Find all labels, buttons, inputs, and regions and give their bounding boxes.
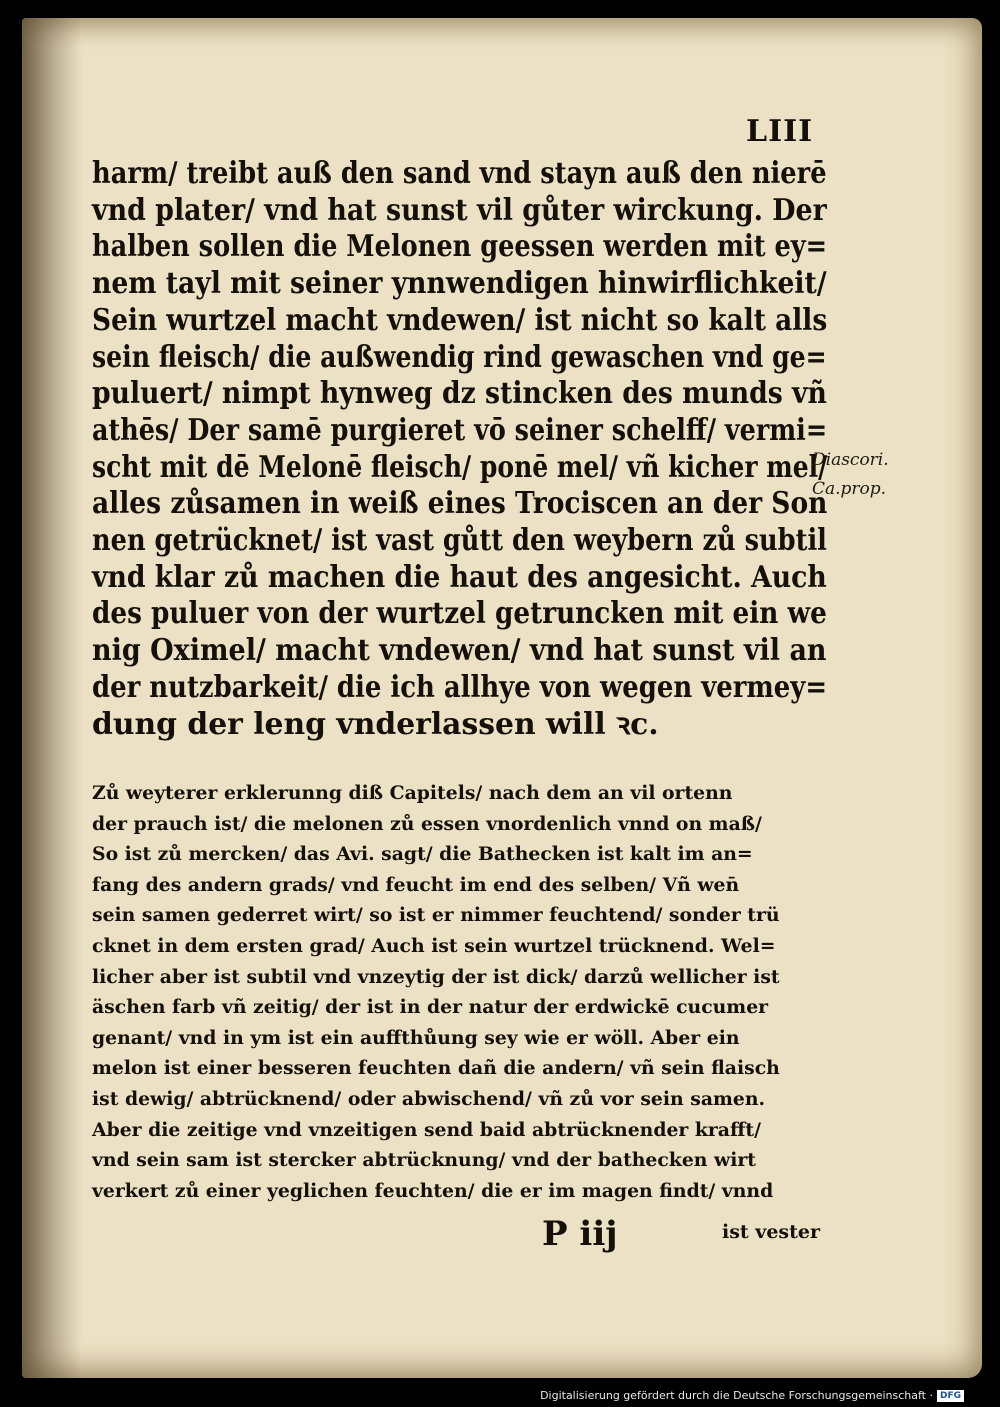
dfg-logo: DFG: [937, 1390, 964, 1402]
commentary-line: Aber die zeitige vnd vnzeitigen send baid abtrücknender krafft/: [92, 1118, 761, 1141]
main-text-line: nen getrücknet/ ist vast gůtt den weybern zů subtil: [92, 523, 827, 559]
commentary-line: melon ist einer besseren feuchten dañ die andern/ vñ sein flaisch: [92, 1057, 780, 1080]
main-text-line: athēs/ Der samē purgieret vō seiner schelff/ vermi=: [92, 412, 828, 448]
commentary-block: [88, 778, 838, 1206]
main-text-line: puluert/ nimpt hynweg dz stincken des munds vñ: [92, 376, 827, 412]
marginal-note: [812, 446, 889, 504]
credit-text: Digitalisierung gefördert durch die Deutsche Forschungsgemeinschaft ·: [540, 1389, 933, 1402]
book-page: [22, 18, 982, 1378]
signature-mark: P iij: [542, 1214, 618, 1254]
main-text-line: nem tayl mit seiner ynnwendigen hinwirflichkeit/: [92, 266, 827, 302]
marginal-note-line: Diascori.: [812, 450, 889, 470]
commentary-line: äschen farb vñ zeitig/ der ist in der natur der erdwickē cucumer: [92, 996, 769, 1019]
commentary-line: sein samen gederret wirt/ so ist er nimmer feuchtend/ sonder trü: [92, 904, 780, 927]
main-text-line: halben sollen die Melonen geessen werden mit ey=: [92, 229, 828, 265]
main-text-line: nig Oximel/ macht vndewen/ vnd hat sunst vil an: [92, 633, 827, 669]
commentary-line: cknet in dem ersten grad/ Auch ist sein wurtzel trücknend. Wel=: [92, 934, 776, 957]
main-text-line: Sein wurtzel macht vndewen/ ist nicht so kalt alls: [92, 302, 828, 338]
main-text-line: der nutzbarkeit/ die ich allhye von wegen vermey=: [92, 669, 828, 705]
commentary-line: So ist zů mercken/ das Avi. sagt/ die Bathecken ist kalt im an=: [92, 843, 753, 866]
main-text-line: harm/ treibt auß den sand vnd stayn auß den nierē: [92, 156, 827, 191]
commentary-line: ist dewig/ abtrücknend/ oder abwischend/ vñ zů vor sein samen.: [92, 1087, 766, 1110]
commentary-line: genant/ vnd in ym ist ein auffthůung sey wie er wöll. Aber ein: [92, 1026, 740, 1049]
commentary-line: fang des andern grads/ vnd feucht im end des selben/ Vñ wen̄: [92, 873, 740, 896]
commentary-line: der prauch ist/ die melonen zů essen vnordenlich vnnd on maß/: [92, 812, 762, 835]
main-text-line: sein fleisch/ die außwendig rind gewaschen vnd ge=: [92, 339, 827, 375]
main-text-block: [92, 156, 832, 743]
catchword: ist vester: [722, 1221, 821, 1243]
digitization-credit: [540, 1389, 964, 1402]
main-text-line: scht mit dē Melonē fleisch/ ponē mel/ vñ kicher mel/: [92, 449, 828, 485]
main-text-line: des puluer von der wurtzel getruncken mit ein we: [92, 596, 827, 632]
marginal-note-line: Ca.prop.: [812, 479, 887, 499]
commentary-line: vnd sein sam ist stercker abtrücknung/ vnd der bathecken wirt: [92, 1149, 756, 1172]
commentary-line: verkert zů einer yeglichen feuchten/ die er im magen findt/ vnnd: [92, 1179, 774, 1202]
main-text-line: alles zůsamen in weiß eines Trociscen an der Son: [92, 486, 828, 522]
folio-number: LIII: [746, 114, 814, 149]
main-text-line: dung der leng vnderlassen will ꝛc.: [92, 706, 659, 742]
commentary-line: licher aber ist subtil vnd vnzeytig der ist dick/ darzů wellicher ist: [92, 965, 780, 988]
main-text-line: vnd klar zů machen die haut des angesicht. Auch: [92, 559, 827, 595]
commentary-line: Zů weyterer erklerunng diß Capitels/ nach dem an vil ortenn: [92, 782, 733, 804]
main-text-line: vnd plater/ vnd hat sunst vil gůter wirckung. Der: [92, 192, 827, 228]
